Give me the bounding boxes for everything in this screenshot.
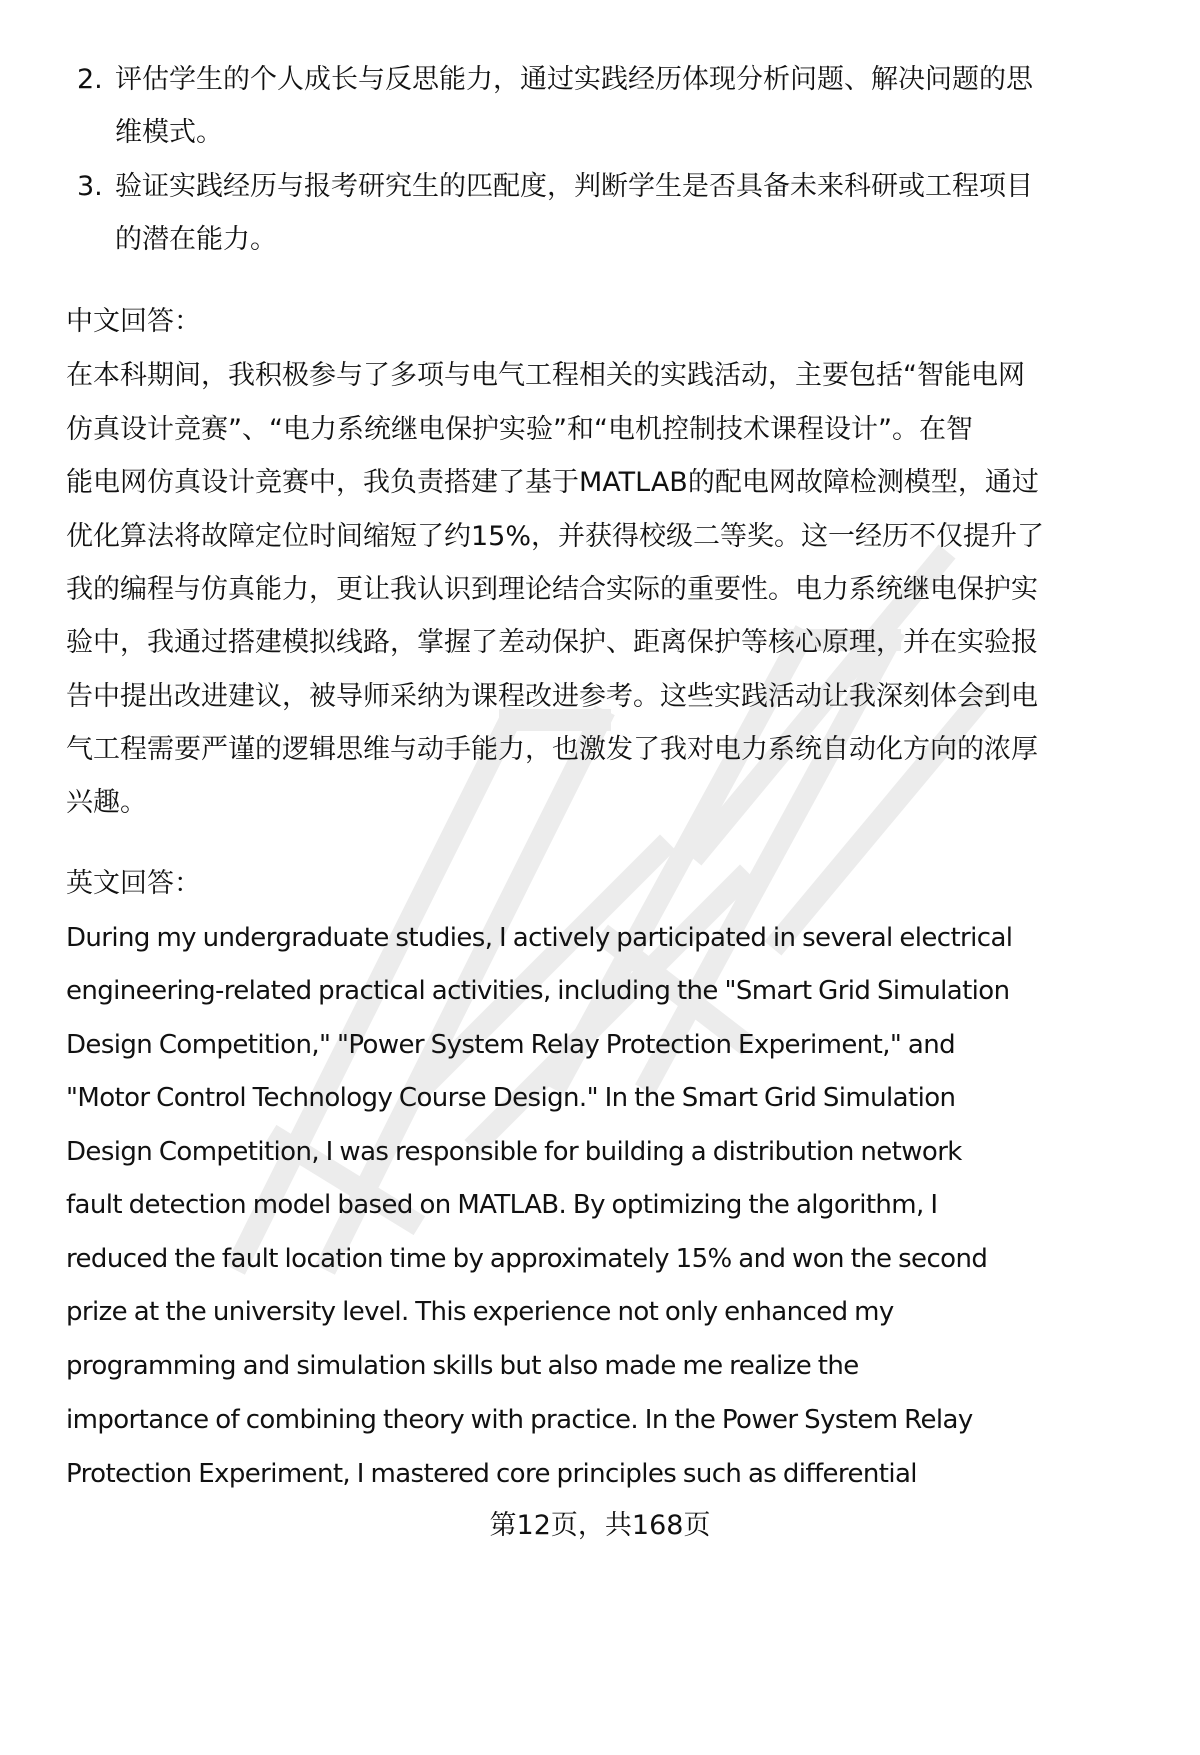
list-item-number: 2. <box>77 64 103 95</box>
paragraph-line: "Motor Control Technology Course Design." In the Smart Grid Simulation <box>66 1083 956 1113</box>
list-item-text-line: 评估学生的个人成长与反思能力，通过实践经历体现分析问题、解决问题的思 <box>115 64 1033 95</box>
paragraph-line: importance of combining theory with practice. In the Power System Relay <box>66 1405 973 1435</box>
list-item-text-line: 验证实践经历与报考研究生的匹配度，判断学生是否具备未来科研或工程项目 <box>115 171 1033 202</box>
list-item-text-line: 维模式。 <box>115 117 223 148</box>
paragraph-line: 仿真设计竞赛”、“电力系统继电保护实验”和“电机控制技术课程设计”。在智 <box>66 414 973 445</box>
page-indicator: 第12页，共168页 <box>489 1510 711 1541</box>
english-answer-heading: 英文回答： <box>66 868 201 899</box>
paragraph-line: programming and simulation skills but also made me realize the <box>66 1351 859 1381</box>
list-item-number: 3. <box>77 171 103 202</box>
list-item-text-line: 的潜在能力。 <box>115 224 277 255</box>
paragraph-line: During my undergraduate studies, I actively participated in several electrical <box>66 923 1013 953</box>
paragraph-line: prize at the university level. This experience not only enhanced my <box>66 1297 894 1327</box>
paragraph-line: Design Competition," "Power System Relay Protection Experiment," and <box>66 1030 956 1060</box>
paragraph-line: 在本科期间，我积极参与了多项与电气工程相关的实践活动，主要包括“智能电网 <box>66 360 1025 391</box>
paragraph-line: 我的编程与仿真能力，更让我认识到理论结合实际的重要性。电力系统继电保护实 <box>66 574 1038 605</box>
chinese-answer-heading: 中文回答： <box>66 306 201 337</box>
paragraph-line: engineering-related practical activities, including the "Smart Grid Simulation <box>66 976 1010 1006</box>
paragraph-line: 气工程需要严谨的逻辑思维与动手能力，也激发了我对电力系统自动化方向的浓厚 <box>66 734 1038 765</box>
paragraph-line: 兴趣。 <box>66 787 147 818</box>
paragraph-line: 能电网仿真设计竞赛中，我负责搭建了基于MATLAB的配电网故障检测模型，通过 <box>66 467 1039 498</box>
paragraph-line: fault detection model based on MATLAB. By optimizing the algorithm, I <box>66 1190 938 1220</box>
paragraph-line: 优化算法将故障定位时间缩短了约15%，并获得校级二等奖。这一经历不仅提升了 <box>66 521 1045 552</box>
paragraph-line: Protection Experiment, I mastered core principles such as differential <box>66 1459 917 1489</box>
paragraph-line: 验中，我通过搭建模拟线路，掌握了差动保护、距离保护等核心原理，并在实验报 <box>66 627 1038 658</box>
paragraph-line: Design Competition, I was responsible for building a distribution network <box>66 1137 962 1167</box>
paragraph-line: 告中提出改进建议，被导师采纳为课程改进参考。这些实践活动让我深刻体会到电 <box>66 681 1038 712</box>
paragraph-line: reduced the fault location time by approximately 15% and won the second <box>66 1244 988 1274</box>
